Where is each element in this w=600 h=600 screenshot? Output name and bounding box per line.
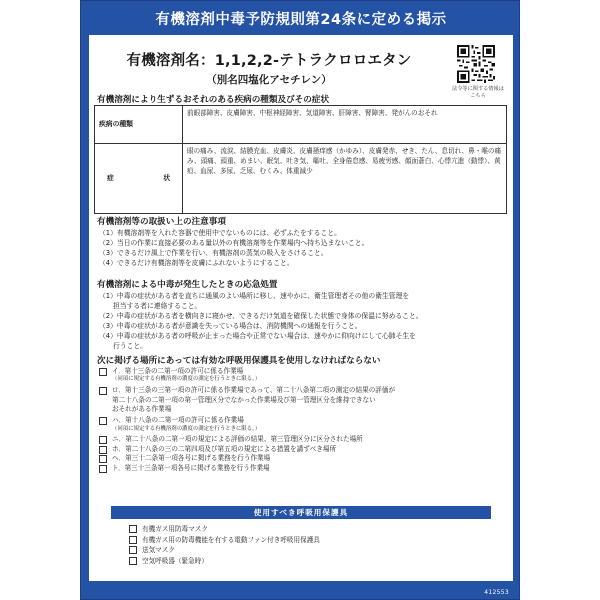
- first-aid-section-title: 有機溶剤による中毒が発生したときの応急処置: [97, 280, 278, 290]
- solvent-name: 有機溶剤名：1,1,2,2-テトラクロロエタン: [126, 53, 412, 69]
- ppe-checkbox[interactable]: [129, 536, 137, 544]
- sign-title: 有機溶剤中毒予防規則第24条に定める掲示: [155, 11, 447, 28]
- product-serial: 412553: [484, 589, 509, 596]
- list-item: [99, 435, 505, 444]
- list-item: （1）有機溶剤等を入れた容器で使用中でないものには、必ずふたをすること。: [99, 229, 341, 237]
- list-item: [99, 464, 505, 473]
- symptom-label-char: 症: [107, 174, 114, 183]
- list-item: [99, 386, 505, 395]
- place-label: ニ．第二十八条の二第一項の規定による評価の結果、第三管理区分に区分された場所: [112, 435, 363, 444]
- disease-section-title: 有機溶剤により生ずるおそれのある疾病の種類及びその症状: [97, 95, 330, 105]
- list-item: [99, 454, 505, 463]
- symptom-label-char: 状: [163, 174, 170, 183]
- place-checkbox[interactable]: [99, 446, 107, 454]
- solvent-alt-name: （別名四塩化アセチレン）: [206, 74, 332, 86]
- disease-type-value: 前眼部障害、皮膚障害、中枢神経障害、気道障害、肝障害、腎障害、発がんのおそれ: [183, 106, 507, 144]
- respirator-places-title: 次に掲げる場所にあっては有効な呼吸用保護具を使用しなければならない: [97, 356, 381, 366]
- place-checkbox[interactable]: [99, 465, 107, 473]
- list-item: （3）できるだけ風上で作業を行い、有機溶剤の蒸気の吸入をさけること。: [99, 249, 328, 258]
- ppe-label: 有機ガス用防毒マスク: [142, 525, 208, 533]
- ppe-checkbox[interactable]: [129, 546, 137, 554]
- place-label: ロ．第十三条の三第一項の許可に係る作業場であって、第二十八条第二項の測定の結果の評価が: [112, 386, 396, 395]
- first-aid-list: [99, 291, 503, 351]
- place-label: イ．第十三条の二第一項の許可に係る作業場: [112, 367, 244, 375]
- place-checkbox[interactable]: [99, 417, 107, 425]
- place-checkbox[interactable]: [99, 455, 107, 463]
- symptom-value: 眼の痛み、流涙、結膜充血、皮膚炎、皮膚掻痒感（かゆみ）、皮膚発赤、せき、たん、息切れ、鼻・喉の痛み、頭痛、頭重、めまい、眠気、吐き気、嘔吐、全身倦怠感、易疲労感、顔面蒼白、心悸亢進（動悸）、黄疸、血尿、多尿、乏尿、むくみ、体重減少: [183, 144, 507, 214]
- list-item: [129, 535, 320, 545]
- list-item: [99, 416, 505, 425]
- place-label: ホ．第二十八条の三の二第四項及び第五項の規定による措置を講ずべき場所: [112, 444, 337, 453]
- ppe-checkbox[interactable]: [129, 525, 137, 533]
- list-item: [99, 367, 505, 376]
- ppe-label: 空気呼吸器（緊急時）: [142, 557, 208, 566]
- place-checkbox[interactable]: [99, 387, 107, 395]
- sign-content-panel: [89, 35, 513, 581]
- list-item-continuation: 担当する者に連絡すること。: [113, 302, 202, 311]
- table-row: [95, 106, 507, 144]
- table-row: [95, 144, 507, 214]
- ppe-label: 送気マスク: [142, 546, 175, 555]
- handling-section-title: 有機溶剤等の取扱い上の注意事項: [97, 217, 226, 227]
- place-checkbox[interactable]: [99, 436, 107, 444]
- list-item: [99, 445, 505, 454]
- symptom-label: [95, 144, 183, 214]
- handling-list: [99, 228, 503, 268]
- list-item: （4）中毒の症状がある者の呼吸が止まった場合や正常でない場合は、速やかに仰向けにして心肺そ生を: [99, 332, 416, 341]
- list-item: （2）中毒の症状がある者を横向きに寝かせ、できるだけ気道を確保した状態で身体の保温に努めること。: [99, 312, 423, 321]
- place-note: （同項に規定する有機溶剤の濃度の測定を行うときに限る。）: [112, 376, 261, 383]
- list-item: （2）当日の作業に直接必要のある量以外の有機溶剤等を作業場内へ持ち込まないこと。: [99, 239, 369, 248]
- place-label: ヘ．第三十二条第一項各号に掲げる業務を行う作業場: [112, 454, 271, 463]
- list-item: [129, 524, 320, 534]
- qr-code-icon[interactable]: [457, 45, 495, 83]
- place-note: （同項に規定する有機溶剤の濃度の測定を行うときに限る。）: [112, 425, 261, 432]
- ppe-label: 有機ガス用の防毒機能を有する電動ファン付き呼吸用保護具: [142, 535, 320, 544]
- list-item: [129, 556, 320, 566]
- ppe-section-title: 使用すべき呼吸用保護具: [111, 506, 491, 519]
- place-label: ハ．第十八条の二第一項の許可に係る作業場: [112, 416, 244, 425]
- respirator-places-list: [99, 367, 505, 473]
- safety-sign-board: [80, 0, 520, 600]
- qr-note: 法令等に関する情報はこちら: [452, 86, 504, 99]
- list-item: （1）中毒の症状がある者を直ちに通風のよい場所に移し、速やかに、衛生管理者その他の衛生管理を: [99, 292, 410, 300]
- place-label: ト．第三十三条第一項各号に掲げる業務を行う作業場: [112, 463, 270, 472]
- place-label-continuation: おそれがある作業場: [112, 404, 172, 413]
- disease-type-label: 疾病の種類: [95, 106, 183, 144]
- ppe-list: [129, 524, 320, 567]
- list-item-continuation: 行うこと。: [113, 342, 147, 351]
- disease-table: [94, 105, 507, 214]
- ppe-checkbox[interactable]: [129, 557, 137, 565]
- list-item: （4）できるだけ有機溶剤等を皮膚にふれないようにすること。: [99, 259, 294, 268]
- place-checkbox[interactable]: [99, 368, 107, 376]
- list-item: [129, 545, 320, 555]
- list-item: （3）中毒の症状がある者が意識を失っている場合は、消防機関への通報を行うこと。: [99, 322, 362, 331]
- place-label-continuation: 第二十八条の二第一項の第一管理区分でなかった作業場及び第一管理区分を維持できない: [112, 395, 376, 404]
